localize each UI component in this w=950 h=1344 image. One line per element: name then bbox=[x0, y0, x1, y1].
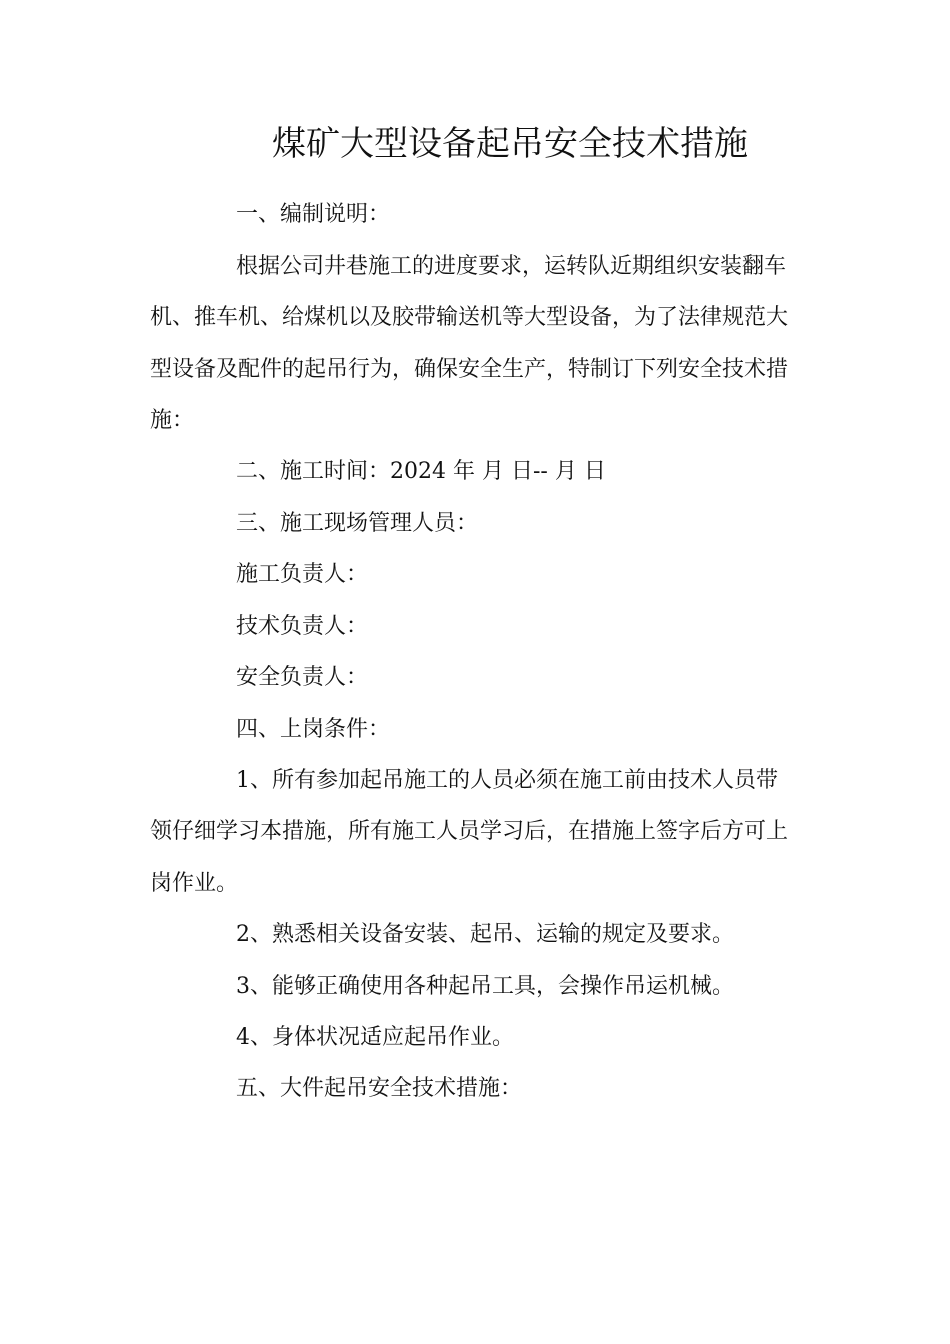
section-heading-3: 三、施工现场管理人员： bbox=[236, 511, 479, 536]
paragraph-line: 领仔细学习本措施，所有施工人员学习后，在措施上签字后方可上 bbox=[150, 819, 789, 844]
section-heading-5: 五、大件起吊安全技术措施： bbox=[236, 1076, 523, 1101]
list-item: 4、身体状况适应起吊作业。 bbox=[236, 1025, 514, 1050]
section-heading-2: 二、施工时间：2024 年 月 日-- 月 日 bbox=[236, 459, 606, 484]
paragraph-line: 岗作业。 bbox=[150, 871, 239, 896]
paragraph-line: 型设备及配件的起吊行为，确保安全生产，特制订下列安全技术措 bbox=[150, 357, 789, 382]
document-title: 煤矿大型设备起吊安全技术措施 bbox=[272, 124, 748, 164]
technical-lead-field: 技术负责人： bbox=[236, 614, 369, 639]
list-item: 3、能够正确使用各种起吊工具，会操作吊运机械。 bbox=[236, 974, 734, 999]
list-item: 2、熟悉相关设备安装、起吊、运输的规定及要求。 bbox=[236, 922, 734, 947]
paragraph-line: 施： bbox=[150, 408, 195, 433]
paragraph-line: 机、推车机、给煤机以及胶带输送机等大型设备，为了法律规范大 bbox=[150, 305, 789, 330]
construction-lead-field: 施工负责人： bbox=[236, 562, 369, 587]
section-heading-1: 一、编制说明： bbox=[236, 202, 391, 227]
section-heading-4: 四、上岗条件： bbox=[236, 717, 391, 742]
list-item: 1、所有参加起吊施工的人员必须在施工前由技术人员带 bbox=[236, 768, 778, 793]
paragraph-line: 根据公司井巷施工的进度要求，运转队近期组织安装翻车 bbox=[236, 254, 787, 279]
safety-lead-field: 安全负责人： bbox=[236, 665, 369, 690]
